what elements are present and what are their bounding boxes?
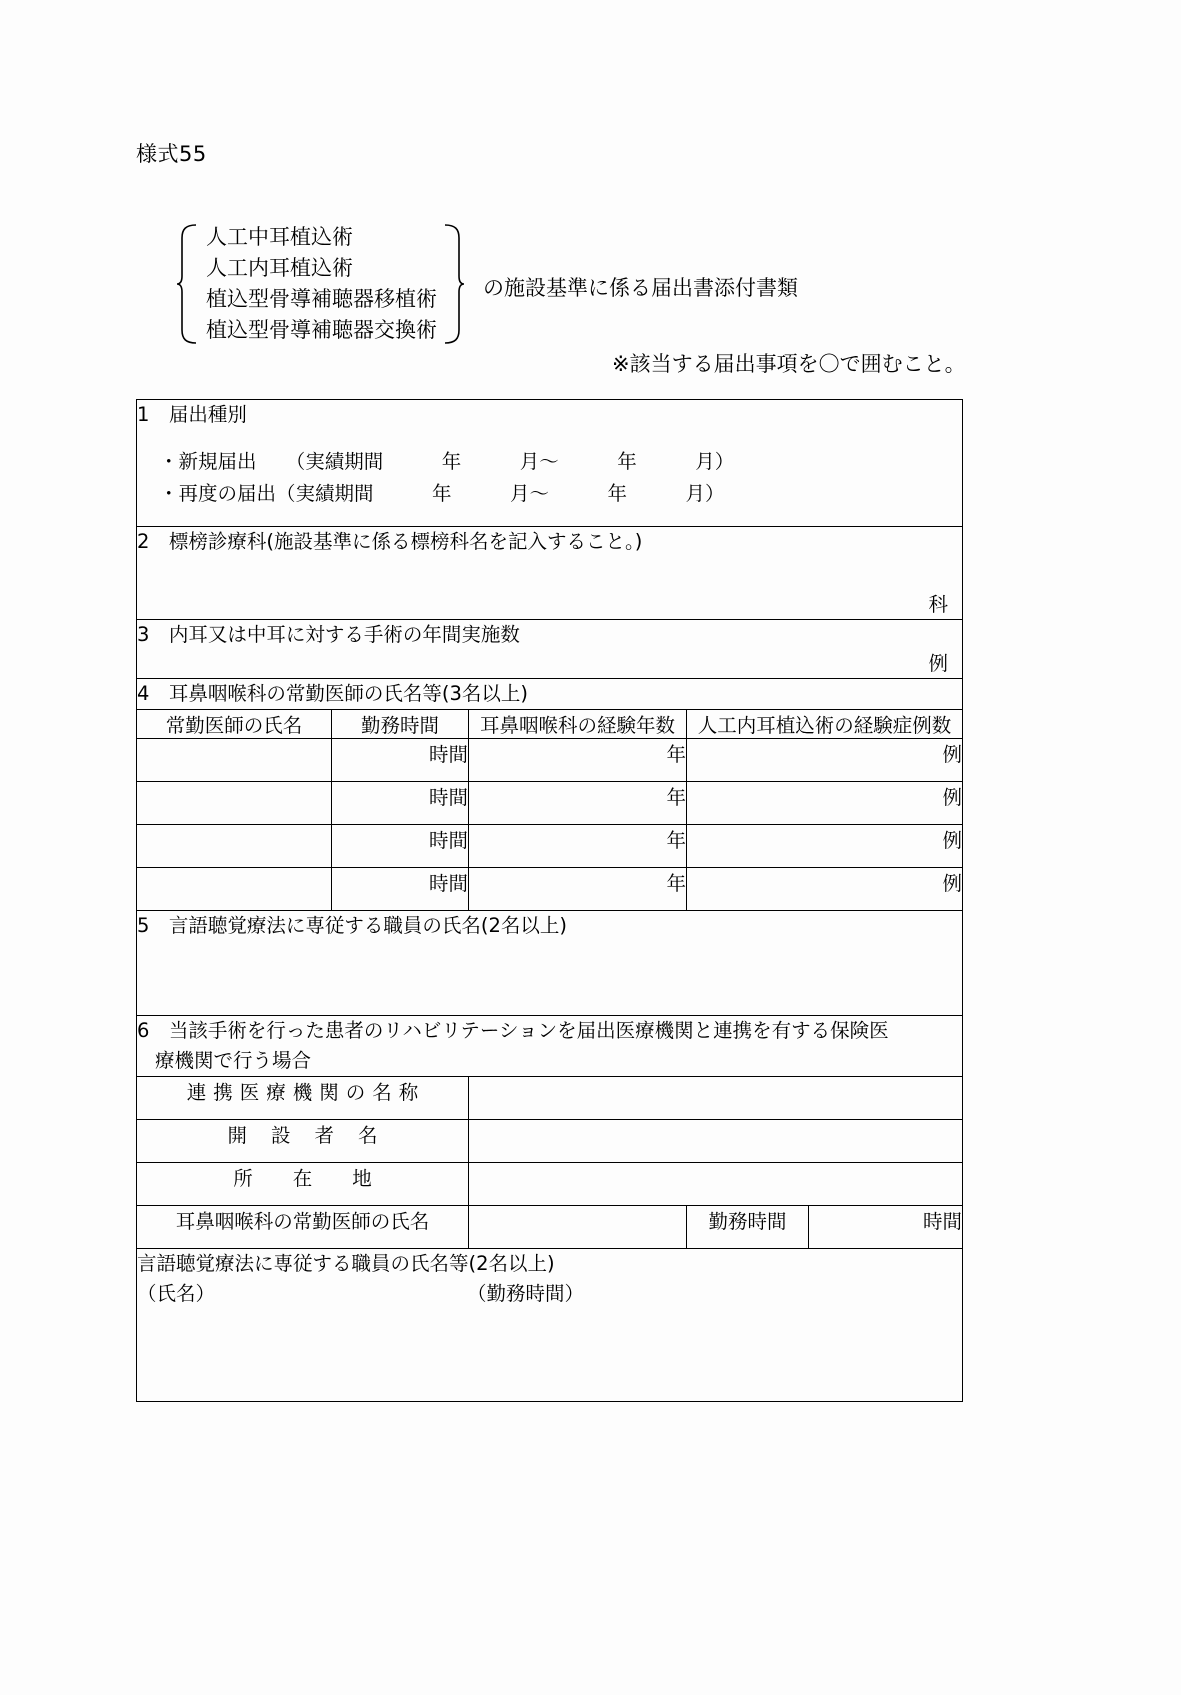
section1-row [137, 400, 963, 527]
section5-row [137, 911, 963, 1016]
procedure-list [198, 222, 443, 346]
partner-doctor-label: 耳鼻咽喉科の常勤医師の氏名 [137, 1206, 469, 1249]
section3-row [137, 620, 963, 679]
doctor-years-unit[interactable]: 年 [469, 739, 687, 782]
circle-note: ※該当する届出事項を〇で囲むこと。 [612, 352, 966, 376]
procedure-brace-group [176, 222, 465, 346]
table-row [137, 825, 963, 868]
section1-cell [137, 400, 963, 527]
partner-name-row [137, 1077, 963, 1120]
final-block-subheaders [137, 1279, 962, 1309]
section4-title-row [137, 679, 963, 710]
procedure-item: 人工中耳植込術 [206, 225, 353, 249]
section1-title: 1 届出種別 [137, 403, 247, 426]
form-number: 様式55 [136, 142, 207, 166]
address-label: 所在地 [137, 1163, 469, 1206]
procedure-item: 植込型骨導補聴器交換術 [206, 318, 437, 342]
section2-input-area[interactable] [137, 557, 962, 591]
section1-option-repeat[interactable]: ・再度の届出（実績期間 年 月～ 年 月） [159, 482, 725, 505]
procedure-item: 人工内耳植込術 [206, 256, 353, 280]
section2-cell[interactable] [137, 527, 963, 620]
doctor-years-unit[interactable]: 年 [469, 782, 687, 825]
procedure-item: 植込型骨導補聴器移植術 [206, 287, 437, 311]
final-hours-label: （勤務時間） [467, 1282, 585, 1305]
title-block [176, 222, 798, 346]
table-row [137, 739, 963, 782]
title-tail-text: の施設基準に係る届出書添付書類 [483, 276, 798, 300]
table-row [137, 868, 963, 911]
column-header-hours: 勤務時間 [332, 710, 469, 739]
partner-institution-input[interactable] [469, 1077, 963, 1120]
main-form-table [136, 399, 963, 1402]
spacer [137, 510, 962, 526]
section2-title: 2 標榜診療科(施設基準に係る標榜科名を記入すること。) [137, 530, 643, 553]
section5-cell[interactable] [137, 911, 963, 1016]
final-name-label: （氏名） [137, 1282, 216, 1305]
section4-header-row [137, 710, 963, 739]
section3-unit: 例 [928, 652, 949, 675]
doctor-hours-unit[interactable]: 時間 [332, 739, 469, 782]
section5-input-area[interactable] [137, 941, 962, 1015]
section1-option-new[interactable]: ・新規届出 （実績期間 年 月～ 年 月） [159, 450, 735, 473]
founder-name-input[interactable] [469, 1120, 963, 1163]
column-header-years: 耳鼻咽喉科の経験年数 [469, 710, 687, 739]
final-block-title: 言語聴覚療法に専従する職員の氏名等(2名以上) [137, 1252, 555, 1275]
final-block-row [137, 1249, 963, 1402]
partner-doctor-row [137, 1206, 963, 1249]
section2-row [137, 527, 963, 620]
doctor-cases-unit[interactable]: 例 [687, 868, 963, 911]
column-header-cases: 人工内耳植込術の経験症例数 [687, 710, 963, 739]
section6-title-line1: 6 当該手術を行った患者のリハビリテーションを届出医療機関と連携を有する保険医 [137, 1019, 889, 1042]
right-brace-icon [443, 222, 465, 346]
address-row [137, 1163, 963, 1206]
founder-name-row [137, 1120, 963, 1163]
section3-cell[interactable] [137, 620, 963, 679]
doctor-years-unit[interactable]: 年 [469, 868, 687, 911]
spacer [137, 430, 962, 446]
partner-doctor-name-input[interactable] [469, 1206, 687, 1249]
final-block-input-area[interactable] [137, 1309, 962, 1401]
doctor-name-input[interactable] [137, 739, 332, 782]
doctor-hours-unit[interactable]: 時間 [332, 868, 469, 911]
doctor-hours-unit[interactable]: 時間 [332, 825, 469, 868]
doctor-years-unit[interactable]: 年 [469, 825, 687, 868]
table-row [137, 782, 963, 825]
doctor-cases-unit[interactable]: 例 [687, 825, 963, 868]
left-brace-icon [176, 222, 198, 346]
doctor-cases-unit[interactable]: 例 [687, 739, 963, 782]
doctor-hours-unit[interactable]: 時間 [332, 782, 469, 825]
partner-institution-label: 連携医療機関の名称 [137, 1077, 469, 1120]
section6-title-line2: 療機関で行う場合 [155, 1049, 312, 1072]
final-block-cell[interactable] [137, 1249, 963, 1402]
doctor-name-input[interactable] [137, 782, 332, 825]
section4-title: 4 耳鼻咽喉科の常勤医師の氏名等(3名以上) [137, 682, 529, 705]
address-input[interactable] [469, 1163, 963, 1206]
doctor-name-input[interactable] [137, 868, 332, 911]
founder-name-label: 開設者名 [137, 1120, 469, 1163]
doctor-cases-unit[interactable]: 例 [687, 782, 963, 825]
section3-title: 3 内耳又は中耳に対する手術の年間実施数 [137, 623, 520, 646]
column-header-name: 常勤医師の氏名 [137, 710, 332, 739]
partner-doctor-hours-label: 勤務時間 [687, 1206, 809, 1249]
partner-doctor-hours-unit[interactable]: 時間 [809, 1206, 963, 1249]
section6-title-row [137, 1016, 963, 1077]
doctor-name-input[interactable] [137, 825, 332, 868]
section2-unit: 科 [928, 593, 949, 616]
section5-title: 5 言語聴覚療法に専従する職員の氏名(2名以上) [137, 914, 568, 937]
section6-title-cell [137, 1016, 963, 1077]
section4-title-cell [137, 679, 963, 710]
